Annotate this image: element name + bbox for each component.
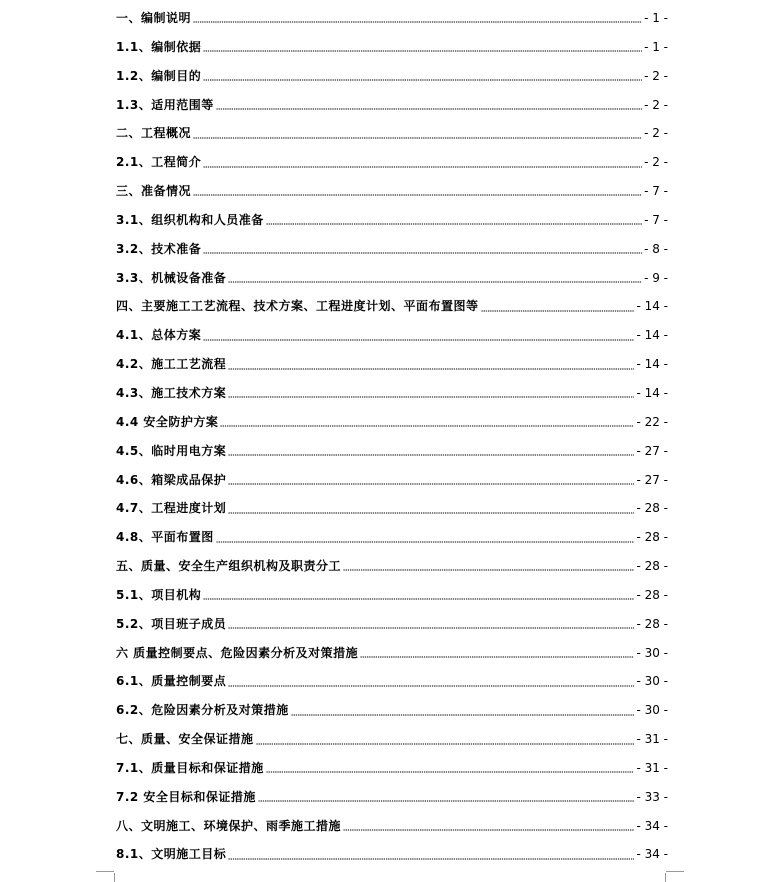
- toc-page-number: - 28 -: [636, 530, 668, 545]
- toc-entry[interactable]: [116, 581, 668, 610]
- toc-page-number: - 2 -: [644, 155, 668, 170]
- toc-leader-dots: [256, 733, 635, 747]
- toc-entry[interactable]: [116, 437, 668, 466]
- toc-page-number: - 22 -: [636, 414, 668, 429]
- toc-page-number: - 9 -: [644, 270, 668, 285]
- toc-leader-dots: [203, 156, 642, 170]
- toc-leader-dots: [228, 502, 634, 516]
- toc-entry[interactable]: [116, 667, 668, 696]
- toc-leader-dots: [481, 300, 635, 314]
- toc-leader-dots: [343, 819, 634, 833]
- toc-entry[interactable]: [116, 523, 668, 552]
- toc-page-number: - 30 -: [636, 674, 668, 689]
- page-corner-mark-left-vertical: [114, 873, 115, 882]
- toc-leader-dots: [203, 588, 634, 602]
- toc-entry-title: 4.6、箱梁成品保护: [116, 472, 227, 487]
- toc-entry-title: 4.1、总体方案: [116, 328, 202, 343]
- toc-entry[interactable]: [116, 552, 668, 581]
- toc-entry-title: 3.3、机械设备准备: [116, 270, 227, 285]
- toc-leader-dots: [228, 271, 642, 285]
- toc-page-number: - 14 -: [636, 385, 668, 400]
- toc-page-number: - 14 -: [636, 328, 668, 343]
- toc-entry[interactable]: [116, 840, 668, 869]
- toc-entry[interactable]: [116, 812, 668, 841]
- toc-leader-dots: [228, 358, 634, 372]
- toc-leader-dots: [203, 69, 642, 83]
- toc-page-number: - 28 -: [636, 501, 668, 516]
- toc-entry-title: 6.1、质量控制要点: [116, 674, 227, 689]
- toc-entry-title: 4.2、施工工艺流程: [116, 357, 227, 372]
- toc-page-number: - 27 -: [636, 472, 668, 487]
- toc-entry-title: 5.1、项目机构: [116, 587, 202, 602]
- toc-entry-title: 一、编制说明: [116, 11, 192, 25]
- toc-entry[interactable]: [116, 119, 668, 148]
- table-of-contents: [116, 4, 668, 869]
- toc-page-number: - 7 -: [644, 212, 668, 227]
- toc-entry[interactable]: [116, 754, 668, 783]
- toc-entry[interactable]: [116, 91, 668, 120]
- toc-entry-title: 1.2、编制目的: [116, 68, 202, 83]
- toc-entry-title: 8.1、文明施工目标: [116, 847, 227, 862]
- toc-entry[interactable]: [116, 264, 668, 293]
- toc-page-number: - 7 -: [644, 184, 668, 199]
- toc-entry-title: 4.3、施工技术方案: [116, 385, 227, 400]
- page-corner-mark-right: [666, 871, 684, 882]
- toc-page-number: - 34 -: [636, 818, 668, 833]
- toc-leader-dots: [291, 704, 635, 718]
- toc-entry[interactable]: [116, 177, 668, 206]
- toc-entry[interactable]: [116, 33, 668, 62]
- toc-leader-dots: [193, 11, 642, 25]
- toc-leader-dots: [193, 127, 642, 141]
- toc-leader-dots: [228, 444, 634, 458]
- toc-entry[interactable]: [116, 62, 668, 91]
- toc-page-number: - 33 -: [636, 789, 668, 804]
- toc-leader-dots: [228, 473, 634, 487]
- toc-page-number: - 14 -: [636, 299, 668, 314]
- toc-leader-dots: [343, 559, 634, 573]
- toc-entry-title: 二、工程概况: [116, 126, 192, 141]
- toc-entry-title: 六 质量控制要点、危险因素分析及对策措施: [116, 645, 359, 660]
- toc-entry[interactable]: [116, 379, 668, 408]
- toc-leader-dots: [266, 213, 642, 227]
- toc-entry-title: 三、准备情况: [116, 184, 192, 199]
- toc-entry-title: 6.2、危险因素分析及对策措施: [116, 703, 289, 718]
- toc-entry[interactable]: [116, 783, 668, 812]
- toc-entry-title: 八、文明施工、环境保护、雨季施工措施: [116, 818, 342, 833]
- toc-entry-title: 四、主要施工工艺流程、技术方案、工程进度计划、平面布置图等: [116, 299, 479, 314]
- toc-entry-title: 7.2 安全目标和保证措施: [116, 789, 256, 804]
- toc-page-number: - 31 -: [636, 760, 668, 775]
- toc-entry[interactable]: [116, 610, 668, 639]
- toc-page-number: - 30 -: [636, 645, 668, 660]
- toc-entry[interactable]: [116, 235, 668, 264]
- toc-entry[interactable]: [116, 725, 668, 754]
- toc-entry[interactable]: [116, 696, 668, 725]
- toc-entry[interactable]: [116, 292, 668, 321]
- toc-entry-title: 3.1、组织机构和人员准备: [116, 212, 264, 227]
- toc-entry-title: 2.1、工程简介: [116, 155, 202, 170]
- toc-entry-title: 7.1、质量目标和保证措施: [116, 760, 264, 775]
- toc-leader-dots: [203, 329, 634, 343]
- toc-entry-title: 5.2、项目班子成员: [116, 616, 227, 631]
- toc-page-number: - 1 -: [644, 39, 668, 54]
- page-corner-mark-right-vertical: [665, 873, 666, 882]
- toc-page-number: - 31 -: [636, 732, 668, 747]
- toc-entry-title: 4.5、临时用电方案: [116, 443, 227, 458]
- toc-entry[interactable]: [116, 321, 668, 350]
- toc-leader-dots: [220, 415, 634, 429]
- toc-entry-title: 1.3、适用范围等: [116, 97, 214, 112]
- page-corner-mark-left: [96, 871, 114, 882]
- toc-leader-dots: [216, 98, 642, 112]
- toc-page-number: - 2 -: [644, 126, 668, 141]
- toc-leader-dots: [228, 617, 634, 631]
- toc-entry-title: 1.1、编制依据: [116, 39, 202, 54]
- toc-entry[interactable]: [116, 4, 668, 33]
- toc-entry-title: 七、质量、安全保证措施: [116, 732, 254, 747]
- toc-entry-title: 五、质量、安全生产组织机构及职责分工: [116, 559, 342, 574]
- toc-leader-dots: [266, 761, 635, 775]
- toc-leader-dots: [228, 675, 634, 689]
- toc-entry[interactable]: [116, 148, 668, 177]
- toc-page-number: - 30 -: [636, 703, 668, 718]
- toc-entry[interactable]: [116, 494, 668, 523]
- toc-leader-dots: [203, 242, 642, 256]
- toc-entry-title: 3.2、技术准备: [116, 241, 202, 256]
- toc-page-number: - 14 -: [636, 357, 668, 372]
- toc-leader-dots: [360, 646, 634, 660]
- toc-entry[interactable]: [116, 466, 668, 495]
- toc-entry-title: 4.4 安全防护方案: [116, 414, 219, 429]
- toc-entry[interactable]: [116, 639, 668, 668]
- toc-entry[interactable]: [116, 350, 668, 379]
- toc-leader-dots: [216, 531, 635, 545]
- toc-leader-dots: [258, 790, 635, 804]
- toc-leader-dots: [228, 386, 634, 400]
- toc-page-number: - 2 -: [644, 97, 668, 112]
- toc-leader-dots: [228, 848, 634, 862]
- toc-page-number: - 28 -: [636, 616, 668, 631]
- toc-page-number: - 2 -: [644, 68, 668, 83]
- toc-page-number: - 8 -: [644, 241, 668, 256]
- toc-entry-title: 4.7、工程进度计划: [116, 501, 227, 516]
- toc-entry[interactable]: [116, 206, 668, 235]
- toc-entry-title: 4.8、平面布置图: [116, 530, 214, 545]
- toc-leader-dots: [203, 40, 642, 54]
- toc-leader-dots: [193, 184, 642, 198]
- toc-page-number: - 28 -: [636, 587, 668, 602]
- toc-page-number: - 28 -: [636, 559, 668, 574]
- toc-page-number: - 27 -: [636, 443, 668, 458]
- toc-entry[interactable]: [116, 408, 668, 437]
- toc-page-number: - 34 -: [636, 847, 668, 862]
- toc-page-number: - 1 -: [644, 11, 668, 25]
